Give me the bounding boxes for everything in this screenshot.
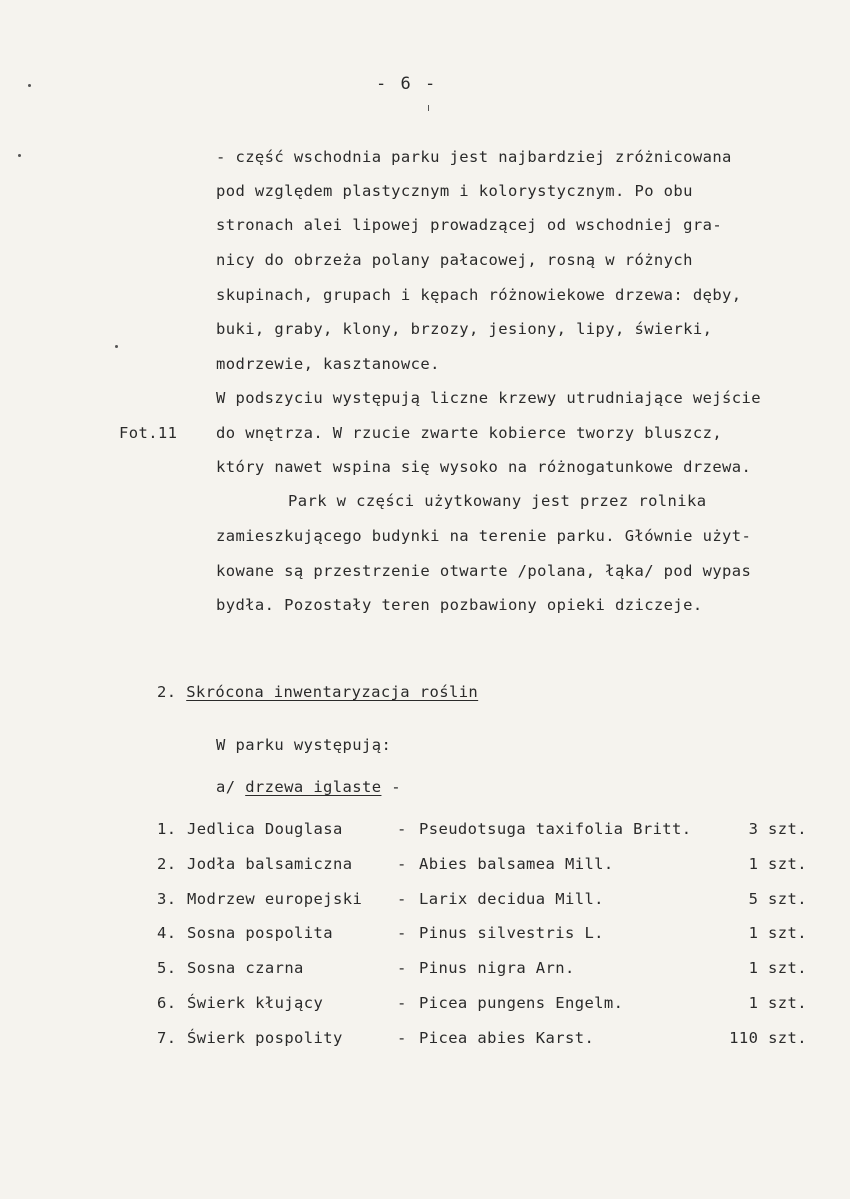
latin-name: Larix decidua Mill. <box>419 890 604 908</box>
section-heading <box>157 683 478 701</box>
text-line: do wnętrza. W rzucie zwarte kobierce tworzy bluszcz, <box>216 424 723 442</box>
separator-dash: - <box>397 890 407 908</box>
scan-speck <box>428 105 429 111</box>
intro-text: W parku występują: <box>216 736 392 754</box>
section-title: Skrócona inwentaryzacja roślin <box>186 683 479 701</box>
text-line: który nawet wspina się wysoko na różnogatunkowe drzewa. <box>216 458 752 476</box>
item-number: 5. <box>157 959 177 977</box>
item-number: 6. <box>157 994 177 1012</box>
separator-dash: - <box>397 820 407 838</box>
quantity: 1 szt. <box>748 855 807 873</box>
text-line: zamieszkującego budynki na terenie parku. Głównie użyt- <box>216 527 752 545</box>
separator-dash: - <box>397 1029 407 1047</box>
separator-dash: - <box>397 855 407 873</box>
photo-reference-note: Fot.11 <box>119 424 178 442</box>
list-item <box>157 855 817 875</box>
page-number: - 6 - <box>376 74 438 94</box>
text-line: bydła. Pozostały teren pozbawiony opieki dziczeje. <box>216 596 703 614</box>
item-number: 1. <box>157 820 177 838</box>
list-item <box>157 890 817 910</box>
latin-name: Pinus nigra Arn. <box>419 959 575 977</box>
text-line: pod względem plastycznym i kolorystycznym. Po obu <box>216 182 693 200</box>
scan-speck <box>115 345 118 348</box>
text-line: W podszyciu występują liczne krzewy utrudniające wejście <box>216 389 761 407</box>
list-item <box>157 924 817 944</box>
text-line: stronach alei lipowej prowadzącej od wschodniej gra- <box>216 216 723 234</box>
polish-name: Sosna pospolita <box>187 924 333 942</box>
quantity: 1 szt. <box>748 959 807 977</box>
subsection-prefix: a/ <box>216 778 236 796</box>
polish-name: Modrzew europejski <box>187 890 363 908</box>
list-item <box>157 994 817 1014</box>
text-line: modrzewie, kasztanowce. <box>216 355 440 373</box>
text-line: - część wschodnia parku jest najbardziej zróżnicowana <box>216 148 732 166</box>
polish-name: Świerk pospolity <box>187 1029 343 1047</box>
separator-dash: - <box>397 994 407 1012</box>
quantity: 110 szt. <box>729 1029 807 1047</box>
polish-name: Jedlica Douglasa <box>187 820 343 838</box>
text-line: buki, graby, klony, brzozy, jesiony, lipy, świerki, <box>216 320 713 338</box>
polish-name: Świerk kłujący <box>187 994 324 1012</box>
polish-name: Sosna czarna <box>187 959 304 977</box>
latin-name: Picea pungens Engelm. <box>419 994 624 1012</box>
quantity: 5 szt. <box>748 890 807 908</box>
list-item <box>157 820 817 840</box>
list-item <box>157 959 817 979</box>
separator-dash: - <box>397 959 407 977</box>
quantity: 3 szt. <box>748 820 807 838</box>
subsection-title: drzewa iglaste <box>245 778 382 796</box>
polish-name: Jodła balsamiczna <box>187 855 353 873</box>
section-number: 2. <box>157 683 177 701</box>
quantity: 1 szt. <box>748 924 807 942</box>
item-number: 7. <box>157 1029 177 1047</box>
list-item <box>157 1029 817 1049</box>
text-line: nicy do obrzeża polany pałacowej, rosną w różnych <box>216 251 693 269</box>
subsection-suffix: - <box>391 778 401 796</box>
latin-name: Pseudotsuga taxifolia Britt. <box>419 820 692 838</box>
latin-name: Picea abies Karst. <box>419 1029 595 1047</box>
item-number: 3. <box>157 890 177 908</box>
item-number: 4. <box>157 924 177 942</box>
separator-dash: - <box>397 924 407 942</box>
latin-name: Abies balsamea Mill. <box>419 855 614 873</box>
scan-speck <box>28 84 31 87</box>
item-number: 2. <box>157 855 177 873</box>
latin-name: Pinus silvestris L. <box>419 924 604 942</box>
scan-speck <box>18 154 21 157</box>
quantity: 1 szt. <box>748 994 807 1012</box>
subsection-heading <box>216 778 401 796</box>
text-line: skupinach, grupach i kępach różnowiekowe drzewa: dęby, <box>216 286 742 304</box>
text-line: kowane są przestrzenie otwarte /polana, łąka/ pod wypas <box>216 562 752 580</box>
text-line: Park w części użytkowany jest przez rolnika <box>288 492 707 510</box>
